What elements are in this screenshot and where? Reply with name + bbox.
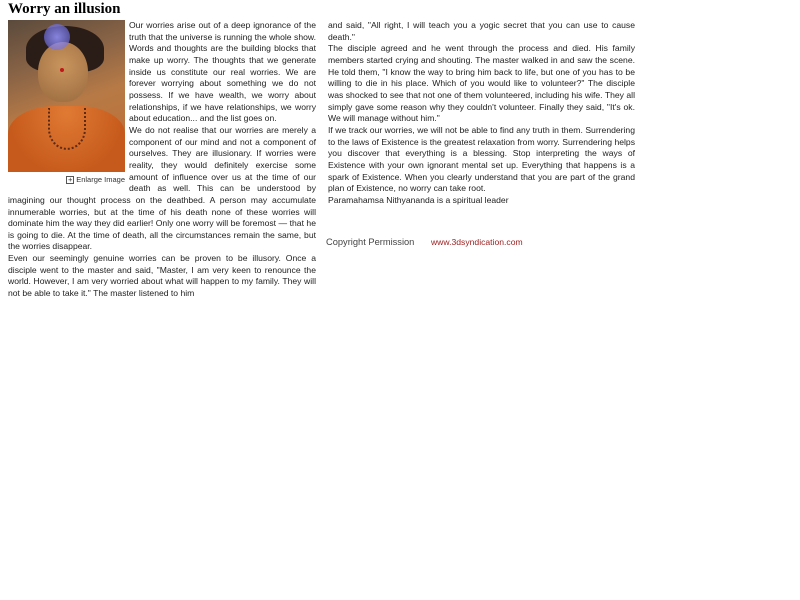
photo-face: [38, 42, 88, 102]
photo-watermark-logo: [44, 24, 70, 50]
article-figure: [8, 20, 125, 184]
copyright-permission-label: Copyright Permission: [326, 237, 415, 247]
paragraph: We do not realise that our worries are merely a component of our mind and not a component of ourselves. They are illusionary. If worries were reality, they would definitely exercise some amount of influence over us at the time of our death as well. This can be understood by imagining our thought process on the deathbed. A person may accumulate innumerable worries, but at the time of his death none of these worries will dominate him the way they did earlier! Only one worry will be foremost — that he is going to die. At the time of death, all the circumstances remain the same, but the worries disappear.: [8, 124, 316, 252]
photo-beads: [48, 108, 86, 150]
syndication-link[interactable]: www.3dsyndication.com: [430, 237, 523, 247]
photo-bindi: [60, 68, 64, 72]
paragraph: and said, "All right, I will teach you a yogic secret that you can use to cause death.": [328, 20, 635, 42]
enlarge-image-label: Enlarge Image: [76, 175, 125, 184]
paragraph: Our worries arise out of a deep ignorance of the truth that the universe is running the whole show. Words and thoughts are the building blocks that make up worry. The thoughts that we generate inside us constitute our real worries. We are forever worrying about something we do not possess. If we have wealth, we worry about relationships, if we have relationships, we worry about education... and the list goes on.: [129, 20, 316, 124]
author-photo[interactable]: [8, 20, 125, 172]
paragraph: Even our seemingly genuine worries can be proven to be illusory. Once a disciple went to the master and said, "Master, I am very keen to renounce the world. However, I am very worried about what will happen to my family. They will not be able to take it." The master listened to him: [8, 253, 316, 299]
article-column-left: [8, 20, 316, 300]
enlarge-image-link[interactable]: [66, 174, 125, 186]
plus-icon: +: [68, 176, 73, 185]
author-bio: Paramahamsa Nithyananda is a spiritual leader: [328, 194, 509, 205]
paragraph: The disciple agreed and he went through the process and died. His family members started crying and shouting. The master walked in and saw the scene. He told them, "I know the way to bring him back to life, but one of you has to be willing to die in his place. Which of you would like to volunteer?" The disciple was shocked to see that not one of them volunteered, including his wife. They all simply gave some reason why they couldn't volunteer. Finally they said, "It's ok. We will manage without him.": [328, 43, 635, 124]
copyright-bar: [326, 237, 523, 247]
paragraph: If we track our worries, we will not be able to find any truth in them. Surrendering to the laws of Existence is the greatest relaxation from worry. Surrendering helps you discover that everything is a blessing. Stop interpreting the ways of Existence with your own ignorant mental set up. Everything that happens is a spark of Existence. When you clearly understand that you are part of the grand plan of Existence, no worry can take root.: [328, 124, 635, 194]
article-column-right: [328, 20, 635, 207]
article-title: Worry an illusion: [8, 1, 121, 17]
